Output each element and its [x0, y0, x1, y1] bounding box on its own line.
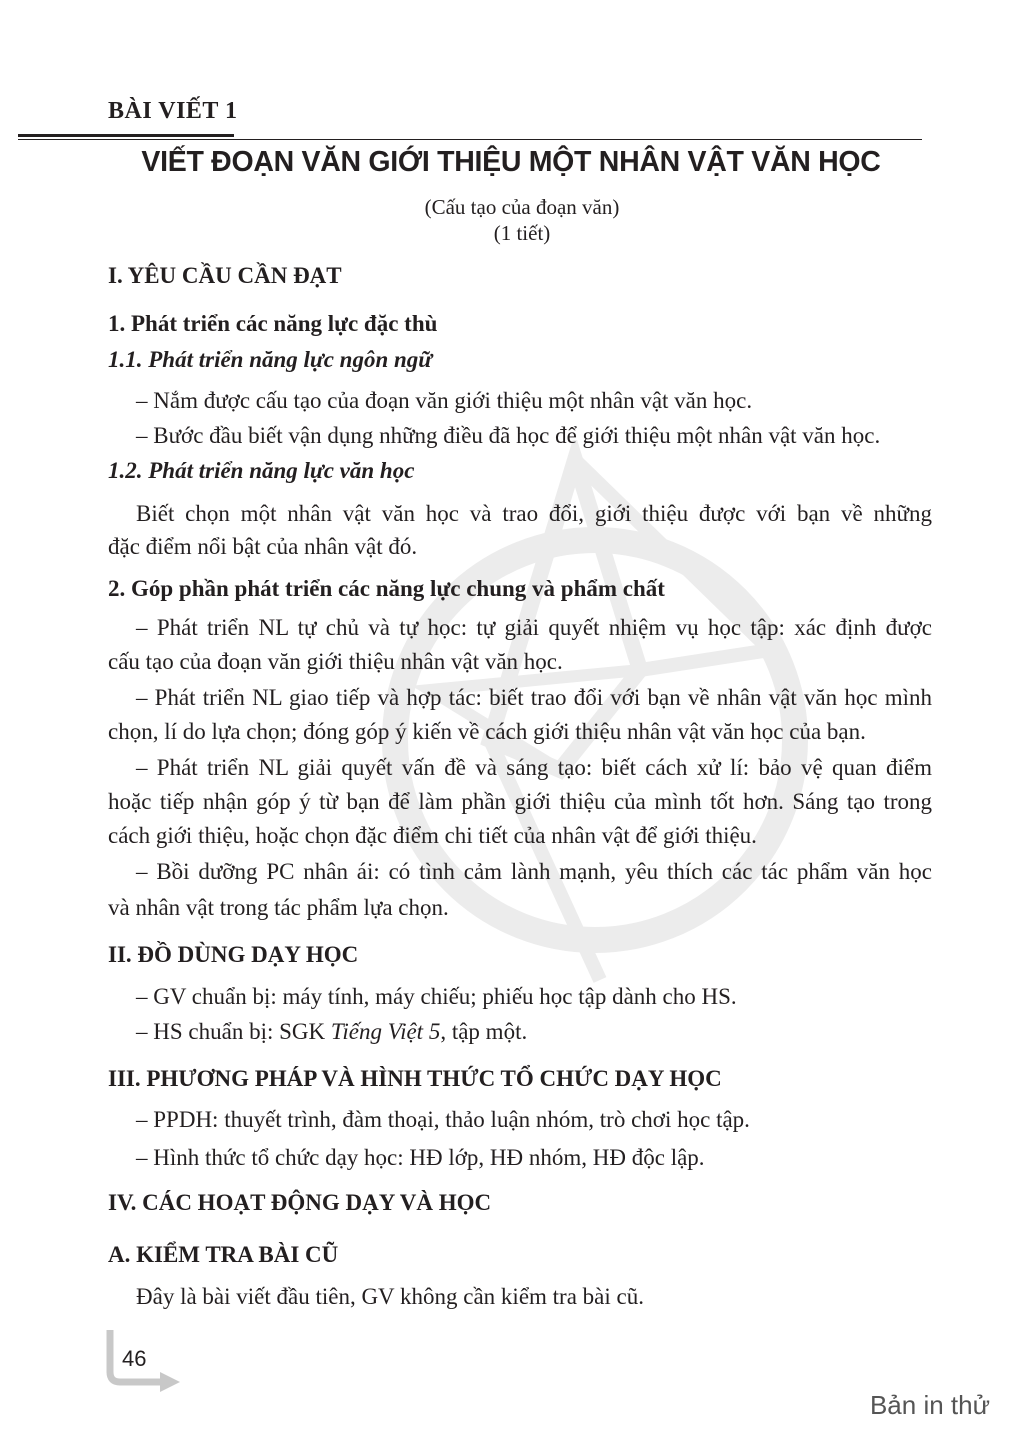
- list-item: – Bước đầu biết vận dụng những điều đã học để giới thiệu một nhân vật văn học.: [136, 423, 881, 448]
- page-number: 46: [122, 1346, 147, 1371]
- section-1-1-2-heading: 1.2. Phát triển năng lực văn học: [108, 458, 415, 483]
- list-item: – Nắm được cấu tạo của đoạn văn giới thiệu một nhân vật văn học.: [136, 388, 753, 413]
- list-item: – Hình thức tổ chức dạy học: HĐ lớp, HĐ nhóm, HĐ độc lập.: [136, 1145, 705, 1170]
- section-1-heading: I. YÊU CẦU CẦN ĐẠT: [108, 263, 342, 288]
- paragraph-line: – Phát triển NL tự chủ và tự học: tự giải quyết nhiệm vụ học tập: xác định được: [136, 615, 932, 640]
- paragraph-line: Biết chọn một nhân vật văn học và trao đổi, giới thiệu được với bạn về những: [136, 501, 932, 526]
- book-title: Tiếng Việt 5: [330, 1019, 441, 1044]
- section-2-heading: II. ĐỒ DÙNG DẠY HỌC: [108, 942, 359, 967]
- paragraph-line: và nhân vật trong tác phẩm lựa chọn.: [108, 895, 449, 920]
- list-item-suffix: , tập một.: [440, 1019, 528, 1044]
- section-1-2-heading: 2. Góp phần phát triển các năng lực chung và phẩm chất: [108, 576, 665, 601]
- paragraph-line: chọn, lí do lựa chọn; đóng góp ý kiến về cách giới thiệu nhân vật văn học của bạn.: [108, 719, 866, 744]
- header-thick-rule: [18, 134, 234, 137]
- paragraph-line: đặc điểm nổi bật của nhân vật đó.: [108, 534, 418, 559]
- section-4-heading: IV. CÁC HOẠT ĐỘNG DẠY VÀ HỌC: [108, 1190, 492, 1215]
- section-4-a-heading: A. KIỂM TRA BÀI CŨ: [108, 1242, 339, 1267]
- subtitle: (Cấu tạo của đoạn văn): [424, 195, 620, 219]
- print-proof-mark: Bản in thử: [869, 1390, 990, 1420]
- paragraph-line: – Bồi dưỡng PC nhân ái: có tình cảm lành mạnh, yêu thích các tác phẩm văn học: [136, 859, 932, 884]
- paragraph-line: cách giới thiệu, hoặc chọn đặc điểm chi tiết của nhân vật để giới thiệu.: [108, 823, 757, 848]
- header-thin-rule: [18, 139, 922, 140]
- list-item-prefix: – HS chuẩn bị: SGK: [136, 1019, 331, 1044]
- section-1-1-heading: 1. Phát triển các năng lực đặc thù: [108, 311, 438, 336]
- paragraph-line: Đây là bài viết đầu tiên, GV không cần kiểm tra bài cũ.: [136, 1284, 644, 1309]
- duration: (1 tiết): [493, 221, 551, 245]
- list-item: – GV chuẩn bị: máy tính, máy chiếu; phiếu học tập dành cho HS.: [136, 984, 737, 1009]
- paragraph-line: – Phát triển NL giao tiếp và hợp tác: biết trao đổi với bạn về nhân vật văn học mình: [136, 685, 932, 710]
- paragraph-line: – Phát triển NL giải quyết vấn đề và sáng tạo: biết cách xử lí: bảo vệ quan điểm: [136, 755, 932, 780]
- paragraph-line: cấu tạo của đoạn văn giới thiệu nhân vật văn học.: [108, 649, 563, 674]
- section-1-1-1-heading: 1.1. Phát triển năng lực ngôn ngữ: [108, 347, 433, 372]
- paragraph-line: hoặc tiếp nhận góp ý từ bạn để làm phần giới thiệu của mình tốt hơn. Sáng tạo trong: [108, 789, 932, 814]
- list-item: [108, 1015, 960, 1049]
- lesson-label: BÀI VIẾT 1: [108, 98, 238, 124]
- section-3-heading: III. PHƯƠNG PHÁP VÀ HÌNH THỨC TỔ CHỨC DẠY HỌC: [108, 1066, 722, 1091]
- page-title: VIẾT ĐOẠN VĂN GIỚI THIỆU MỘT NHÂN VẬT VĂN HỌC: [141, 146, 881, 178]
- list-item: – PPDH: thuyết trình, đàm thoại, thảo luận nhóm, trò chơi học tập.: [136, 1107, 750, 1132]
